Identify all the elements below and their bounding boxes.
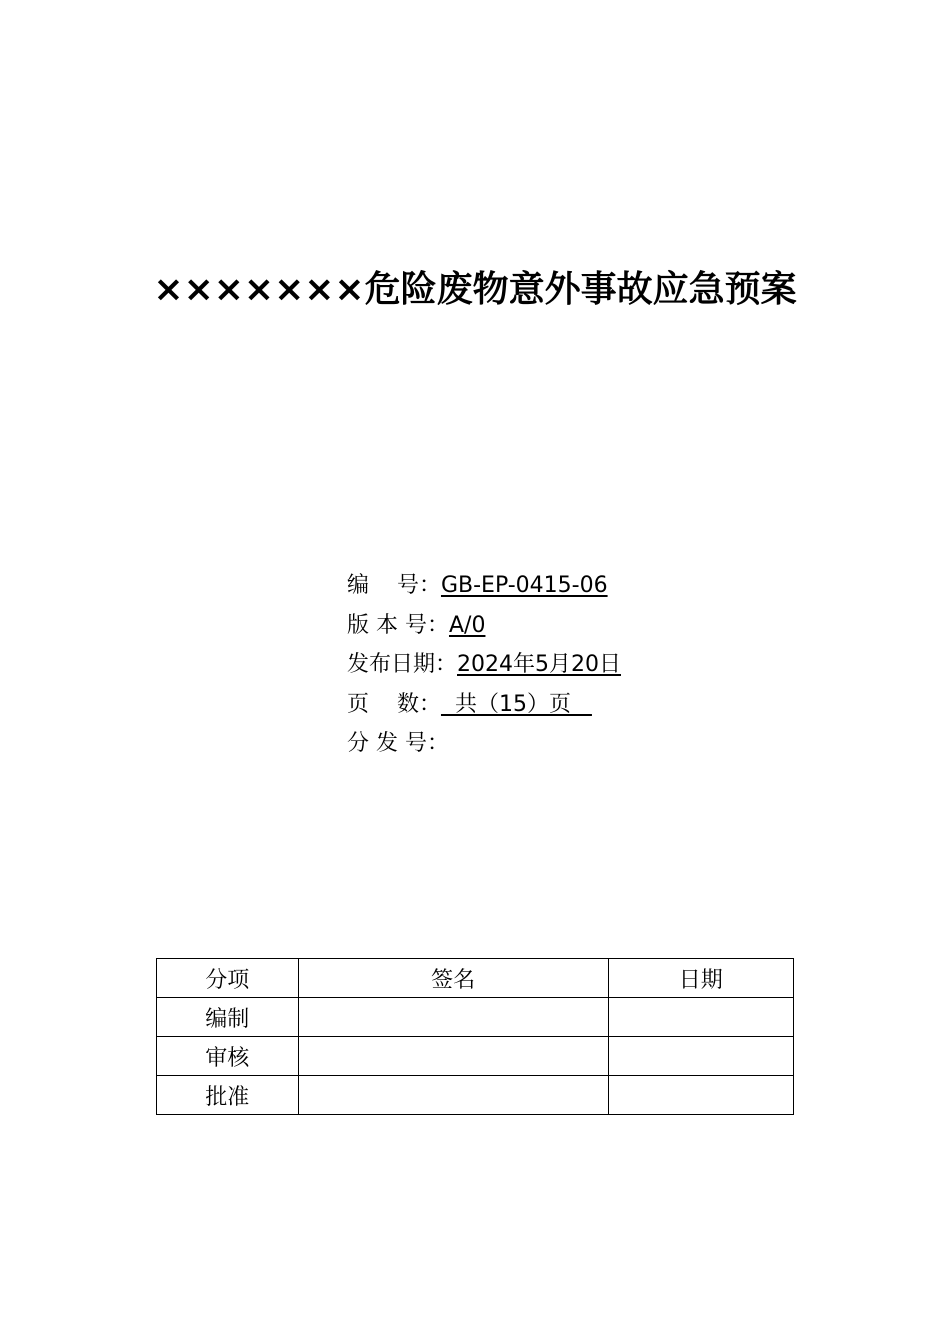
document-title: ×××××××危险废物意外事故应急预案 [153,269,797,310]
row-label-cell: 编制 [157,998,299,1037]
table-row [157,1037,794,1076]
document-meta [319,532,621,756]
meta-value: 共（15）页 [440,691,592,717]
date-cell [608,1037,793,1076]
table-row [157,1076,794,1115]
header-cell: 分项 [157,959,299,998]
meta-value: 2024年5月20日 [457,652,621,677]
meta-value: GB-EP-0415-06 [440,573,608,598]
meta-label: 编 号： [346,573,441,598]
table-row [157,998,794,1037]
signature-cell [298,1037,608,1076]
meta-label: 版 本 号： [346,612,449,638]
date-cell [608,1076,793,1115]
meta-row-number [319,532,621,598]
row-label-cell: 审核 [157,1037,299,1076]
date-cell [608,998,793,1037]
signature-cell [298,1076,608,1115]
header-cell: 日期 [608,959,793,998]
table-header-row [157,959,794,998]
meta-label: 分 发 号： [346,731,449,756]
meta-label: 页 数： [346,691,441,717]
header-cell: 签名 [298,959,608,998]
meta-label: 发布日期： [346,652,457,677]
meta-value: A/0 [448,612,486,638]
row-label-cell: 批准 [157,1076,299,1115]
signature-cell [298,998,608,1037]
signature-table [156,958,794,1115]
